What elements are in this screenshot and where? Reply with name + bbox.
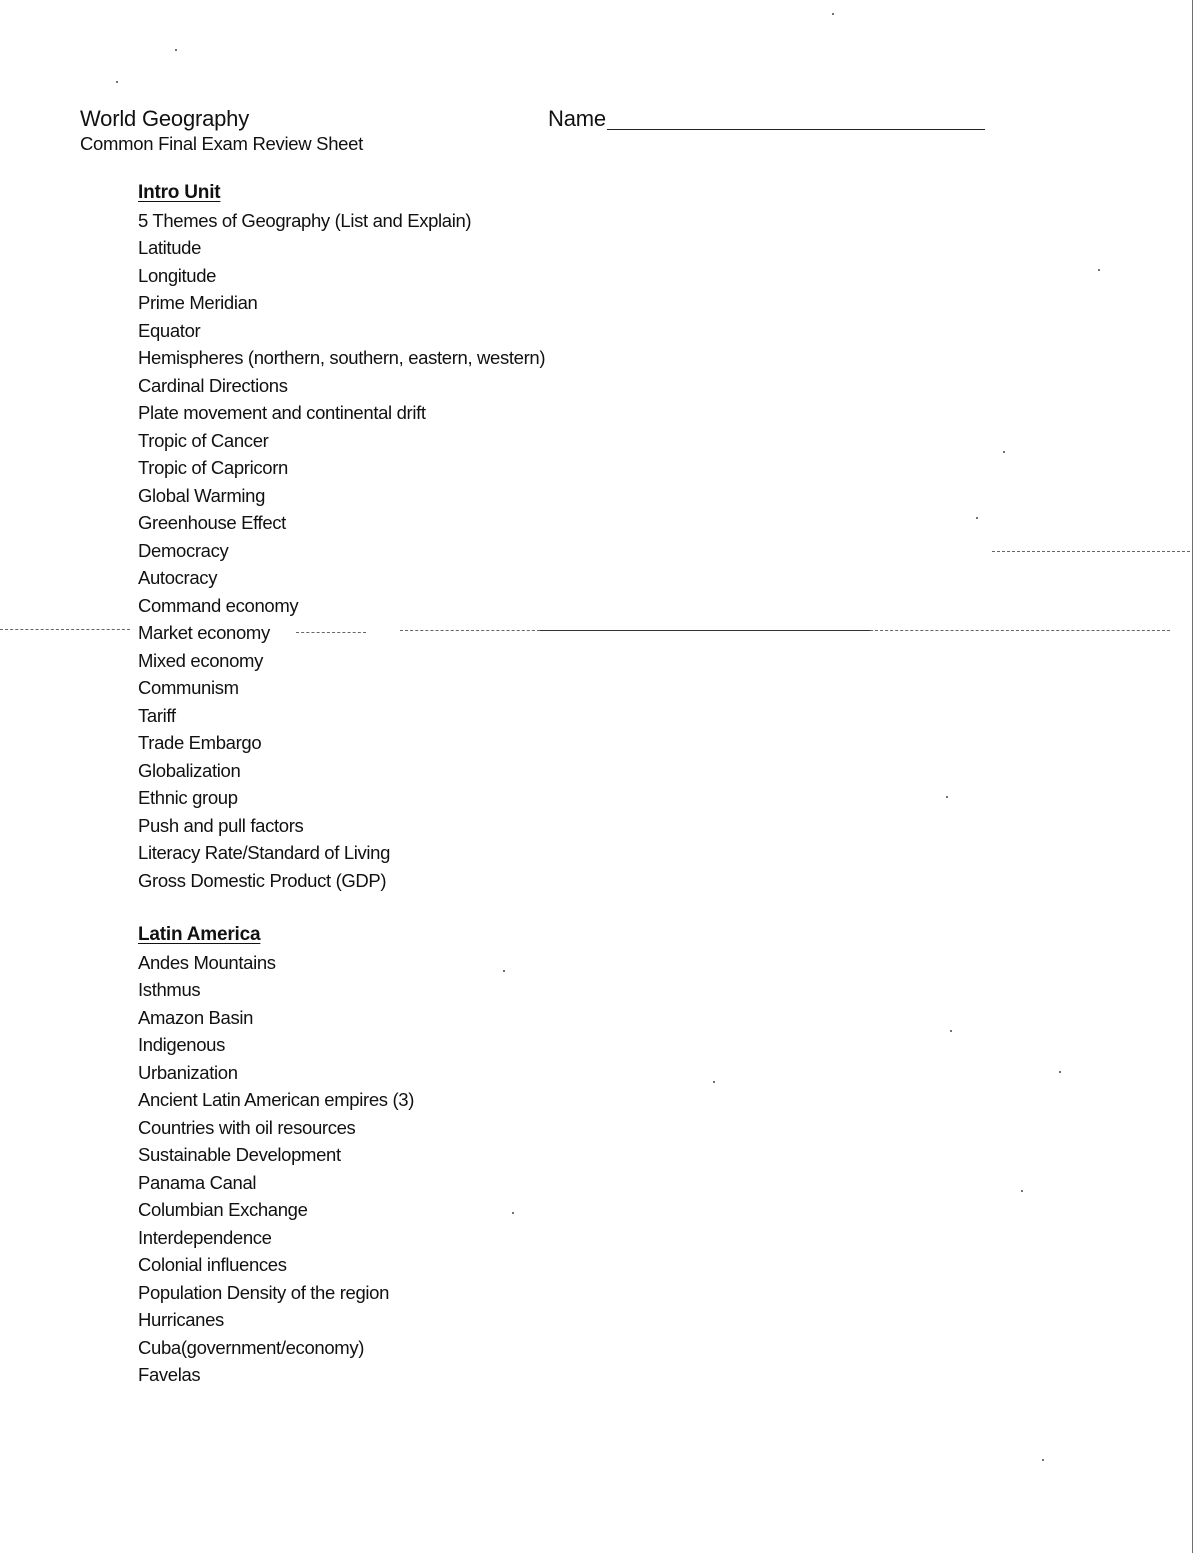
term-item: Countries with oil resources: [138, 1116, 356, 1138]
scan-speck: [1098, 269, 1100, 271]
term-item: Indigenous: [138, 1034, 226, 1055]
term-item: Push and pull factors: [138, 814, 304, 836]
term-item: Cuba(government/economy): [138, 1336, 365, 1358]
term-item: Command economy: [138, 594, 299, 616]
term-item: Columbian Exchange: [138, 1199, 308, 1220]
term-item: Prime Meridian: [138, 292, 258, 313]
term-item: Interdependence: [138, 1226, 272, 1248]
scan-speck: [1003, 451, 1005, 453]
scan-edge-line: [1192, 0, 1194, 1553]
section-heading: Intro Unit: [138, 182, 221, 203]
scan-speck: [832, 13, 834, 15]
scan-speck: [175, 49, 177, 51]
scan-speck: [116, 81, 118, 83]
term-item: Hurricanes: [138, 1309, 224, 1330]
term-item: Ancient Latin American empires (3): [138, 1089, 415, 1110]
term-list: [138, 949, 414, 1389]
term-item: Tropic of Cancer: [138, 429, 269, 451]
scan-speck: [1042, 1459, 1044, 1461]
name-field: [548, 106, 985, 132]
term-item: Hemispheres (northern, southern, eastern, western): [138, 347, 546, 368]
term-item: Cardinal Directions: [138, 374, 288, 396]
term-item: Favelas: [138, 1364, 201, 1385]
section-intro-unit: [138, 179, 545, 894]
term-item: Communism: [138, 677, 239, 698]
term-item: Global Warming: [138, 484, 266, 506]
term-item: Latitude: [138, 237, 202, 258]
section-heading: Latin America: [138, 924, 261, 945]
term-item: Andes Mountains: [138, 951, 276, 973]
term-item: Population Density of the region: [138, 1281, 390, 1303]
scan-artifact-line: [992, 551, 1190, 552]
term-item: Tariff: [138, 704, 176, 726]
scan-speck: [946, 796, 948, 798]
term-item: Market economy: [138, 622, 270, 643]
scan-artifact-line: [400, 630, 540, 631]
scan-speck: [503, 970, 505, 972]
term-item: Isthmus: [138, 979, 201, 1000]
scan-artifact-line: [0, 629, 130, 630]
scan-artifact-line: [540, 630, 870, 631]
term-item: Panama Canal: [138, 1171, 257, 1193]
term-item: Colonial influences: [138, 1254, 287, 1275]
name-blank-line[interactable]: [607, 107, 985, 130]
scan-artifact-line: [870, 630, 1170, 631]
scan-speck: [976, 517, 978, 519]
term-item: Plate movement and continental drift: [138, 402, 426, 423]
term-item: Sustainable Development: [138, 1144, 341, 1165]
term-item: Trade Embargo: [138, 732, 262, 753]
name-label: Name: [548, 106, 606, 131]
term-item: Democracy: [138, 539, 229, 561]
scan-speck: [1059, 1071, 1061, 1073]
term-item: 5 Themes of Geography (List and Explain): [138, 209, 472, 231]
term-item: Literacy Rate/Standard of Living: [138, 842, 391, 863]
term-item: Tropic of Capricorn: [138, 457, 288, 478]
scan-speck: [950, 1030, 952, 1032]
term-item: Greenhouse Effect: [138, 512, 286, 533]
term-list: [138, 207, 545, 895]
term-item: Mixed economy: [138, 649, 264, 671]
term-item: Gross Domestic Product (GDP): [138, 869, 387, 891]
term-item: Autocracy: [138, 567, 218, 588]
scan-speck: [512, 1212, 514, 1214]
term-item: Urbanization: [138, 1061, 238, 1083]
term-item: Amazon Basin: [138, 1006, 254, 1028]
term-item: Longitude: [138, 264, 217, 286]
term-item: Ethnic group: [138, 787, 238, 808]
course-title: World Geography: [80, 106, 250, 131]
scan-speck: [1021, 1190, 1023, 1192]
section-latin-america: [138, 921, 414, 1389]
term-item: Equator: [138, 319, 201, 341]
sheet-subtitle: Common Final Exam Review Sheet: [80, 133, 363, 154]
scan-speck: [713, 1081, 715, 1083]
term-item: Globalization: [138, 759, 241, 781]
scan-artifact-line: [296, 632, 366, 633]
